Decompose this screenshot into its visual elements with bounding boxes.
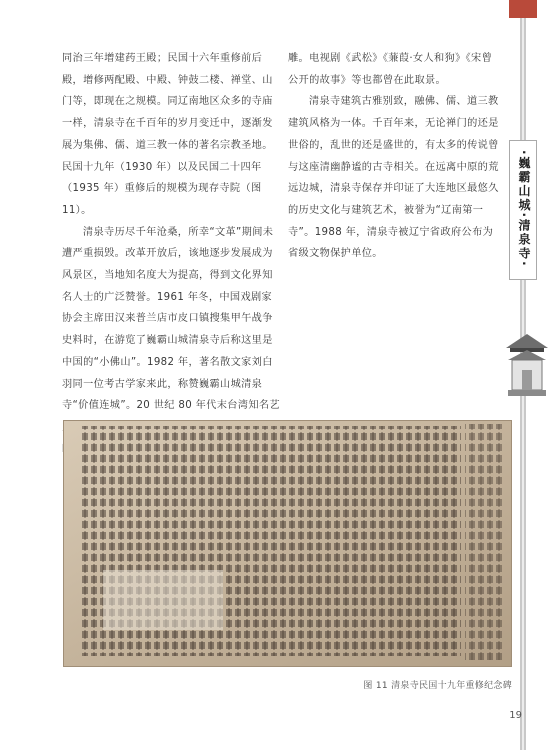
sidebar-title: ·巍霸山城·清泉寺· [517,150,531,268]
paragraph-4: 清泉寺建筑古雅别致，融佛、儒、道三教建筑风格为一体。千百年来，无论禅门的还是世俗的，乱世的还是盛世的，有太多的传说曾与这座清幽静谧的古寺相关。在远离中原的荒远边城，清泉寺保存并印证了大连地区最悠久的历史文化与建筑艺术，被誉为“辽南第一寺”。1988 年，清泉寺被辽宁省政府公布为省级文物保护单位。 [288,96,499,260]
stele-photo [63,420,512,667]
paragraph-1: 同治三年增建药王殿；民国十六年重修前后殿，增修两配殿、中殿、钟鼓二楼、禅堂、山门等，即现在之规模。同辽南地区众多的寺庙一样，清泉寺在千百年的岁月变迁中，逐渐发展为集佛、儒、道三教一体的著名宗教圣地。民国十九年（1930 年）以及民国二十四年（1935 年）重修后的规模为现存寺院（图 11）。 [62,53,273,216]
left-column [62,48,282,460]
pavilion-illustration [504,330,550,404]
page-number: 19 [509,710,522,721]
sidebar-top-bar [509,0,537,18]
right-column [288,48,501,265]
figure-caption: 图 11 清泉寺民国十九年重修纪念碑 [363,681,512,691]
paragraph-2: 清泉寺历尽千年沧桑，所幸“文革”期间未遭严重损毁。改革开放后，该地逐步发展成为风景区，当地知名度大为提高，得到文化界知名人士的广泛赞誉。1961 年冬，中国戏剧家协会主席田汉来普兰店市皮口镇搜集甲午战争史料时，在游览了巍霸山城清泉寺后称这里是中国的“小佛山”。1982 年，著名散文家刘白羽同一位考古学家来此，称赞巍霸山城清泉寺“价值连城”。20 世纪 80 年代末台湾知名艺 [62,226,280,412]
paragraph-3: 雕。电视剧《武松》《蒹葭·女人和狗》《宋曾公开的故事》等也都曾在此取景。 [288,53,493,86]
